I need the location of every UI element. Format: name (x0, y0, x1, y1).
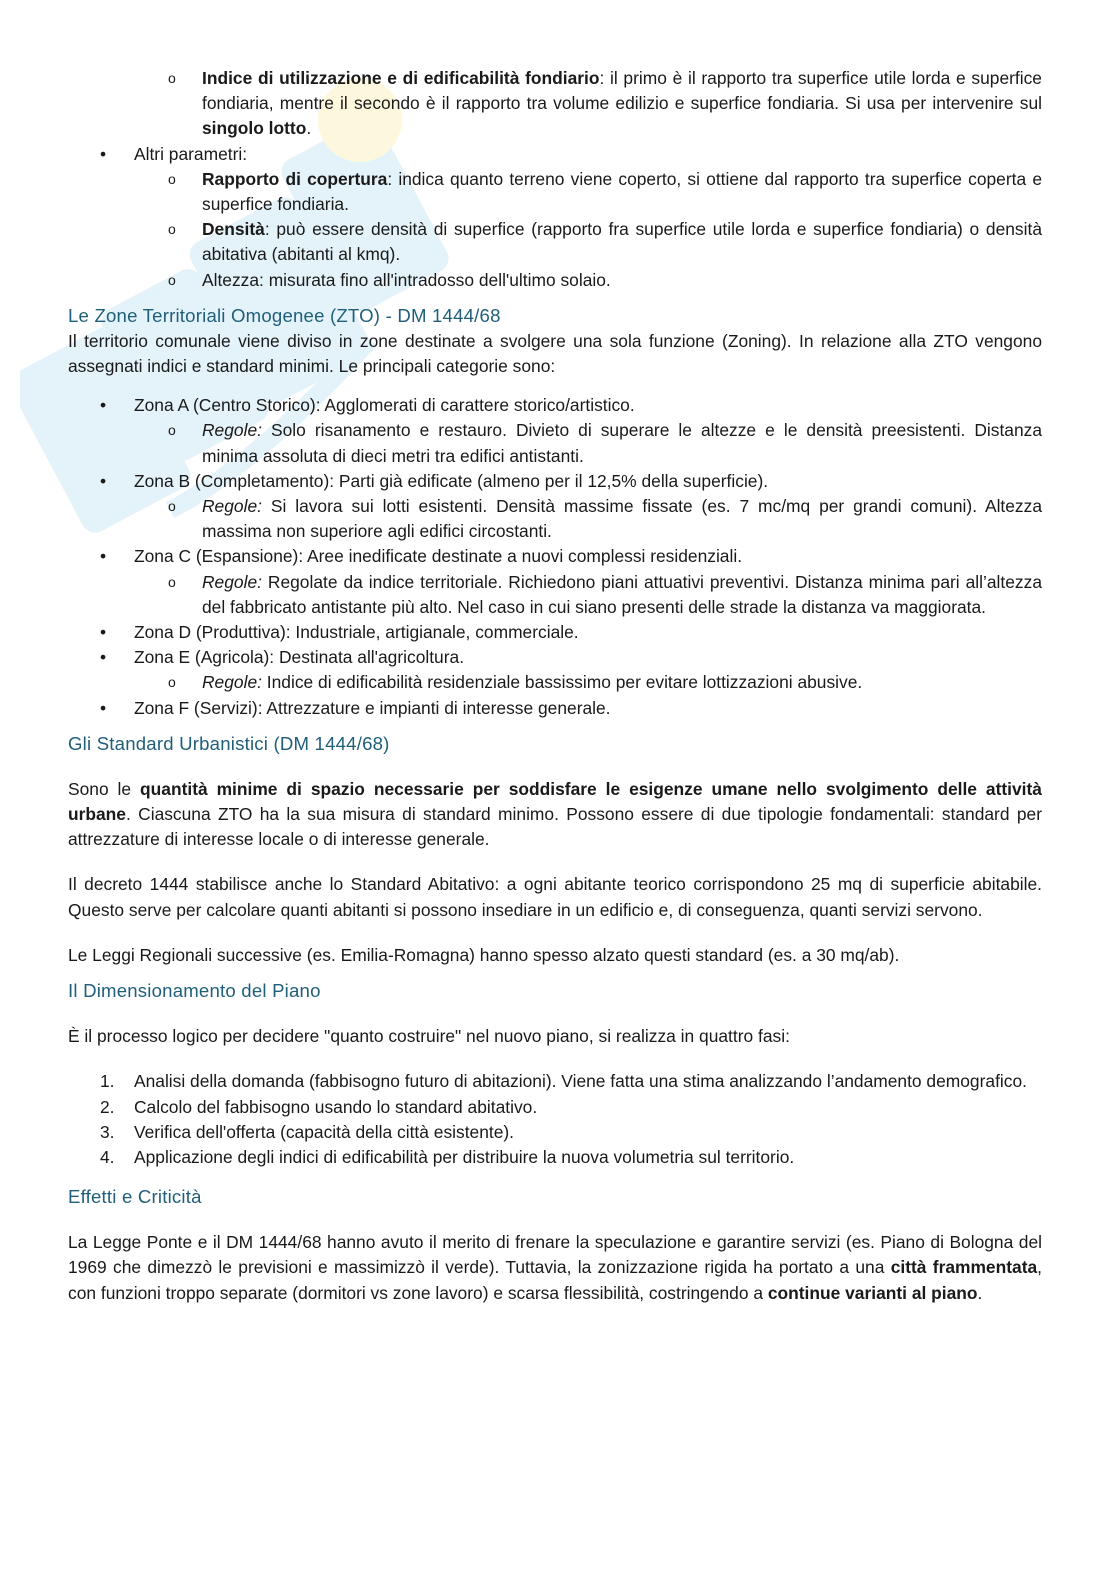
item-text: Applicazione degli indici di edificabilità per distribuire la nuova volumetria sul territorio. (134, 1146, 795, 1167)
circle-bullet-icon: o (168, 498, 176, 515)
item-text: : il primo è il rapporto tra superfice utile lorda e superfice fondiaria, mentre il secondo è il rapporto tra volume edilizio e superfice fondiaria. Si usa per intervenire sul (202, 68, 1042, 114)
item-text: Zona B (Completamento): Parti già edificate (almeno per il 12,5% della superficie). (134, 470, 769, 491)
item-number: 4. (100, 1146, 115, 1167)
circle-bullet-icon: o (168, 422, 176, 439)
list-item-rapporto-copertura (68, 167, 1042, 217)
term-bold: Densità (202, 219, 265, 240)
list-item-zona-d (68, 620, 1042, 645)
list-item-zona-b (68, 469, 1042, 494)
circle-bullet-icon: o (168, 70, 176, 86)
disc-bullet-icon: • (100, 143, 107, 164)
paragraph-standard-3: Le Leggi Regionali successive (es. Emilia-Romagna) hanno spesso alzato questi standard (es. a 30 mq/ab). (68, 944, 900, 965)
item-text: Zona C (Espansione): Aree inedificate destinate a nuovi complessi residenziali. (134, 546, 743, 567)
item-text: : può essere densità di superfice (rapporto fra superfice utile lorda e superfice fondiaria) o densità abitativa (abitanti al kmq). (202, 219, 1042, 265)
text-run: . (977, 1282, 983, 1303)
item-text: Regolate da indice territoriale. Richiedono piani attuativi preventivi. Distanza minima pari all’altezza del fabbricato antistante più alto. Nel caso in cui siano presenti delle strade la distanza va maggiorata. (202, 571, 1042, 617)
term-bold: singolo lotto (202, 118, 307, 139)
item-text: Solo risanamento e restauro. Divieto di superare le altezze e le densità preesistenti. Distanza minima assoluta di dieci metri tra edifici antistanti. (202, 420, 1042, 466)
list-item-zona-f (68, 696, 1042, 721)
numbered-item-4 (68, 1145, 1042, 1170)
list-item-zona-a-regole (68, 418, 1042, 468)
disc-bullet-icon: • (100, 697, 107, 718)
list-item-zona-b-regole (68, 494, 1042, 544)
circle-bullet-icon: o (168, 221, 176, 238)
item-number: 1. (100, 1071, 115, 1092)
item-text: Zona E (Agricola): Destinata all'agricoltura. (134, 647, 465, 668)
item-number: 2. (100, 1096, 115, 1117)
list-item-zona-c-regole (68, 570, 1042, 620)
paragraph-standard-1 (68, 777, 1042, 853)
text-run: , con funzioni troppo separate (dormitori vs zone lavoro) e scarsa flessibilità, costringendo a (68, 1257, 1042, 1303)
circle-bullet-icon: o (168, 573, 176, 590)
item-text: Calcolo del fabbisogno usando lo standard abitativo. (134, 1096, 538, 1117)
item-text: Verifica dell'offerta (capacità della città esistente). (134, 1121, 514, 1142)
item-text: : indica quanto terreno viene coperto, si ottiene dal rapporto tra superfice coperta e superfice fondiaria. (202, 168, 1042, 215)
regole-label: Regole: (202, 571, 262, 592)
numbered-item-1 (68, 1069, 1042, 1094)
list-item-zona-a (68, 393, 1042, 418)
item-text: Zona A (Centro Storico): Agglomerati di carattere storico/artistico. (134, 395, 635, 416)
numbered-item-2 (68, 1095, 1042, 1120)
list-item-zona-e-regole (68, 670, 1042, 695)
item-text: Zona D (Produttiva): Industriale, artigianale, commerciale. (134, 622, 579, 643)
paragraph-zto-intro: Il territorio comunale viene diviso in zone destinate a svolgere una sola funzione (Zoning). In relazione alla ZTO vengono assegnati indici e standard minimi. Le principali categorie sono: (68, 330, 1042, 377)
text-bold: continue varianti al piano (767, 1282, 978, 1303)
regole-label: Regole: (202, 420, 262, 441)
item-text: Zona F (Servizi): Attrezzature e impianti di interesse generale. (134, 697, 611, 718)
document-page (68, 66, 1042, 1306)
item-text: Analisi della domanda (fabbisogno futuro di abitazioni). Viene fatta una stima analizzando l’andamento demografico. (134, 1071, 1027, 1092)
section-heading-zto: Le Zone Territoriali Omogenee (ZTO) - DM 1444/68 (68, 304, 501, 326)
text-run: Sono le (68, 778, 141, 799)
paragraph-effetti (68, 1230, 1042, 1306)
text-bold: quantità minime di spazio necessarie per soddisfare le esigenze umane nello svolgimento delle attività urbane (68, 778, 1042, 825)
disc-bullet-icon: • (100, 395, 107, 416)
list-item-indice-fondiario (68, 66, 1042, 142)
disc-bullet-icon: • (100, 470, 107, 491)
regole-label: Regole: (202, 672, 262, 693)
list-item-densita (68, 217, 1042, 267)
term-bold: Rapporto di copertura (202, 168, 388, 189)
list-item-zona-e (68, 645, 1042, 670)
circle-bullet-icon: o (168, 271, 176, 288)
list-item-altri-parametri (68, 142, 1042, 167)
section-heading-dimensionamento: Il Dimensionamento del Piano (68, 980, 321, 1002)
item-text: Indice di edificabilità residenziale bassissimo per evitare lottizzazioni abusive. (261, 672, 863, 693)
disc-bullet-icon: • (100, 546, 107, 567)
item-text: Altezza: misurata fino all'intradosso dell'ultimo solaio. (202, 269, 611, 290)
section-heading-effetti: Effetti e Criticità (68, 1186, 202, 1208)
paragraph-standard-2: Il decreto 1444 stabilisce anche lo Standard Abitativo: a ogni abitante teorico corrispondono 25 mq di superficie abitabile. Questo serve per calcolare quanti abitanti si possono insediare in un edificio e, di conseguenza, quanti servizi servono. (68, 874, 1042, 920)
item-number: 3. (100, 1121, 115, 1142)
circle-bullet-icon: o (168, 170, 176, 187)
item-text: Si lavora sui lotti esistenti. Densità massime fissate (es. 7 mc/mq per grandi comuni). Altezza massima non superiore agli edifici circostanti. (202, 496, 1042, 542)
regole-label: Regole: (202, 496, 262, 517)
term-bold: Indice di utilizzazione e di edificabilità fondiario (202, 68, 600, 88)
item-text: Altri parametri: (134, 143, 248, 164)
paragraph-dimensionamento-intro: È il processo logico per decidere "quanto costruire" nel nuovo piano, si realizza in quattro fasi: (68, 1026, 790, 1047)
text-run: . Ciascuna ZTO ha la sua misura di standard minimo. Possono essere di due tipologie fondamentali: standard per attrezzature di interesse locale o di interesse generale. (68, 804, 1042, 850)
section-heading-standard: Gli Standard Urbanistici (DM 1444/68) (68, 732, 390, 754)
numbered-item-3 (68, 1120, 1042, 1145)
list-item-zona-c (68, 544, 1042, 569)
text-bold: città frammentata (890, 1257, 1038, 1278)
list-item-altezza (68, 268, 1042, 293)
item-text: . (306, 118, 312, 139)
text-run: La Legge Ponte e il DM 1444/68 hanno avuto il merito di frenare la speculazione e garantire servizi (es. Piano di Bologna del 1969 che dimezzò le previsioni e massimizzò il verde). Tuttavia, la zonizzazione rigida ha portato a una (68, 1232, 1042, 1278)
disc-bullet-icon: • (100, 622, 107, 643)
disc-bullet-icon: • (100, 647, 107, 668)
circle-bullet-icon: o (168, 674, 176, 691)
